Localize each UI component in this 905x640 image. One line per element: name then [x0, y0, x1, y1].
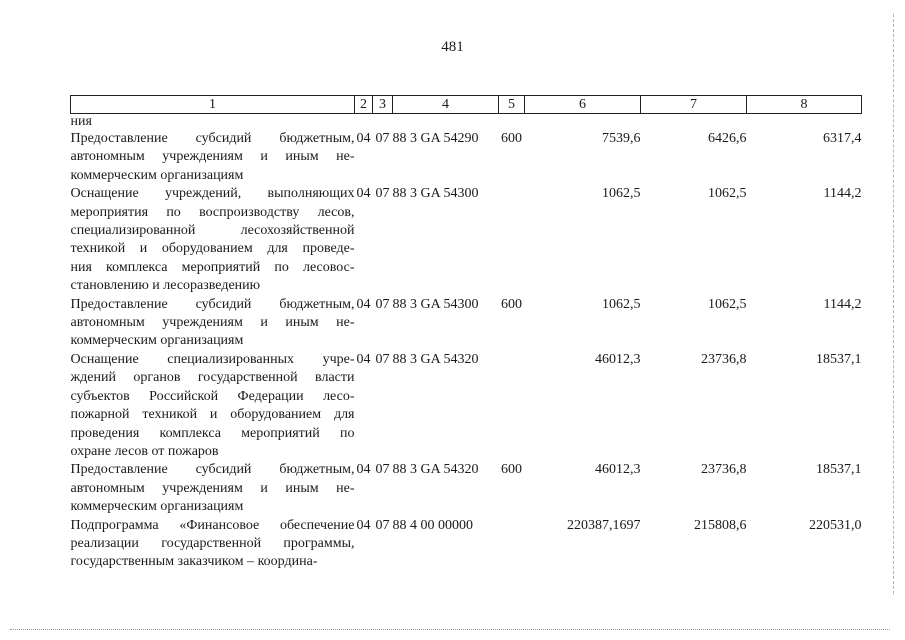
expense-type-code: 600: [501, 131, 522, 146]
carryover-text: ния: [70, 114, 92, 129]
section-code: 04: [356, 462, 371, 478]
table-header-row: [71, 96, 862, 114]
subsection-code: 07: [375, 462, 390, 478]
description-line: коммерческим организациям: [70, 333, 244, 349]
amount-col-7: 23736,8: [701, 351, 747, 367]
description-line: реализации государственной программы,: [70, 535, 355, 551]
description-line: техникой и оборудованием для проведе-: [70, 241, 355, 257]
section-code: 04: [356, 131, 371, 146]
description-line: ния комплекса мероприятий по лесовос-: [70, 259, 355, 275]
column-header-5: 5: [499, 96, 525, 114]
amount-col-6: 1062,5: [602, 296, 641, 312]
page-number: 481: [441, 39, 464, 55]
target-article-code: 88 3 GA 54320: [392, 462, 479, 478]
description-line: проведения комплекса мероприятий по: [70, 425, 355, 441]
carryover-row: [71, 114, 862, 131]
column-header-7: 7: [641, 96, 747, 114]
description-line: Предоставление субсидий бюджетным,: [70, 131, 355, 146]
target-article-code: 88 3 GA 54300: [392, 296, 479, 312]
amount-col-8: 6317,4: [823, 131, 862, 146]
amount-col-8: 18537,1: [816, 351, 862, 367]
amount-col-7: 1062,5: [708, 186, 747, 202]
row-description: [71, 130, 355, 185]
amount-col-6: 46012,3: [595, 462, 641, 478]
description-line: мероприятия по воспроизводству лесов,: [70, 204, 355, 220]
expense-type-code: 600: [501, 296, 522, 312]
amount-col-8: 1144,2: [823, 186, 862, 202]
description-line: специализированной лесохозяйственной: [70, 223, 355, 239]
amount-col-7: 1062,5: [708, 296, 747, 312]
description-line: становлению и лесоразведению: [70, 278, 261, 294]
subsection-code: 07: [375, 351, 390, 367]
table-row: [71, 517, 862, 572]
column-header-6: 6: [525, 96, 641, 114]
subsection-code: 07: [375, 131, 390, 146]
subsection-code: 07: [375, 296, 390, 312]
description-line: Подпрограмма «Финансовое обеспечение: [70, 517, 355, 533]
description-line: Оснащение специализированных учре-: [70, 351, 355, 367]
amount-col-6: 220387,1697: [567, 517, 641, 533]
section-code: 04: [356, 296, 371, 312]
section-code: 04: [356, 186, 371, 202]
section-code: 04: [356, 517, 371, 533]
description-line: Оснащение учреждений, выполняющих: [70, 186, 355, 202]
column-header-1: 1: [71, 96, 355, 114]
table-body: [71, 114, 862, 572]
expense-type-code: [499, 185, 525, 295]
table-row: [71, 351, 862, 461]
amount-col-8: 1144,2: [823, 296, 862, 312]
amount-col-7: 6426,6: [708, 131, 747, 146]
table-row: [71, 461, 862, 516]
section-code: 04: [356, 351, 371, 367]
description-line: Предоставление субсидий бюджетным,: [70, 462, 355, 478]
target-article-code: 88 3 GA 54320: [392, 351, 479, 367]
column-header-4: 4: [393, 96, 499, 114]
amount-col-7: 23736,8: [701, 462, 747, 478]
description-line: пожарной техникой и оборудованием для: [70, 407, 355, 423]
target-article-code: 88 4 00 00000: [392, 517, 473, 533]
description-line: охране лесов от пожаров: [70, 443, 219, 459]
description-line: коммерческим организациям: [70, 167, 244, 183]
row-description: [71, 296, 355, 351]
expense-type-code: [499, 517, 525, 572]
scan-edge-bottom: [10, 629, 890, 630]
table-row: [71, 185, 862, 295]
description-line: государственным заказчиком – координа-: [70, 554, 318, 570]
amount-col-7: 215808,6: [694, 517, 747, 533]
row-description: [71, 351, 355, 461]
description-line: коммерческим организациям: [70, 499, 244, 515]
column-header-2: 2: [355, 96, 373, 114]
description-line: субъектов Российской Федерации лесо-: [70, 388, 355, 404]
column-header-3: 3: [373, 96, 393, 114]
row-description: [71, 185, 355, 295]
description-line: Предоставление субсидий бюджетным,: [70, 296, 355, 312]
scan-edge-right: [893, 14, 894, 594]
amount-col-6: 1062,5: [602, 186, 641, 202]
table-row: [71, 296, 862, 351]
subsection-code: 07: [375, 517, 390, 533]
amount-col-8: 18537,1: [816, 462, 862, 478]
budget-table: [70, 95, 862, 572]
amount-col-8: 220531,0: [809, 517, 862, 533]
amount-col-6: 46012,3: [595, 351, 641, 367]
expense-type-code: [499, 351, 525, 461]
target-article-code: 88 3 GA 54290: [392, 131, 479, 146]
subsection-code: 07: [375, 186, 390, 202]
amount-col-6: 7539,6: [602, 131, 641, 146]
column-header-8: 8: [747, 96, 862, 114]
description-line: автономным учреждениям и иным не-: [70, 480, 355, 496]
expense-type-code: 600: [501, 462, 522, 478]
row-description: [71, 517, 355, 572]
row-description: [71, 461, 355, 516]
description-line: ждений органов государственной власти: [70, 370, 355, 386]
description-line: автономным учреждениям и иным не-: [70, 315, 355, 331]
target-article-code: 88 3 GA 54300: [392, 186, 479, 202]
table-row: [71, 130, 862, 185]
description-line: автономным учреждениям и иным не-: [70, 149, 355, 165]
